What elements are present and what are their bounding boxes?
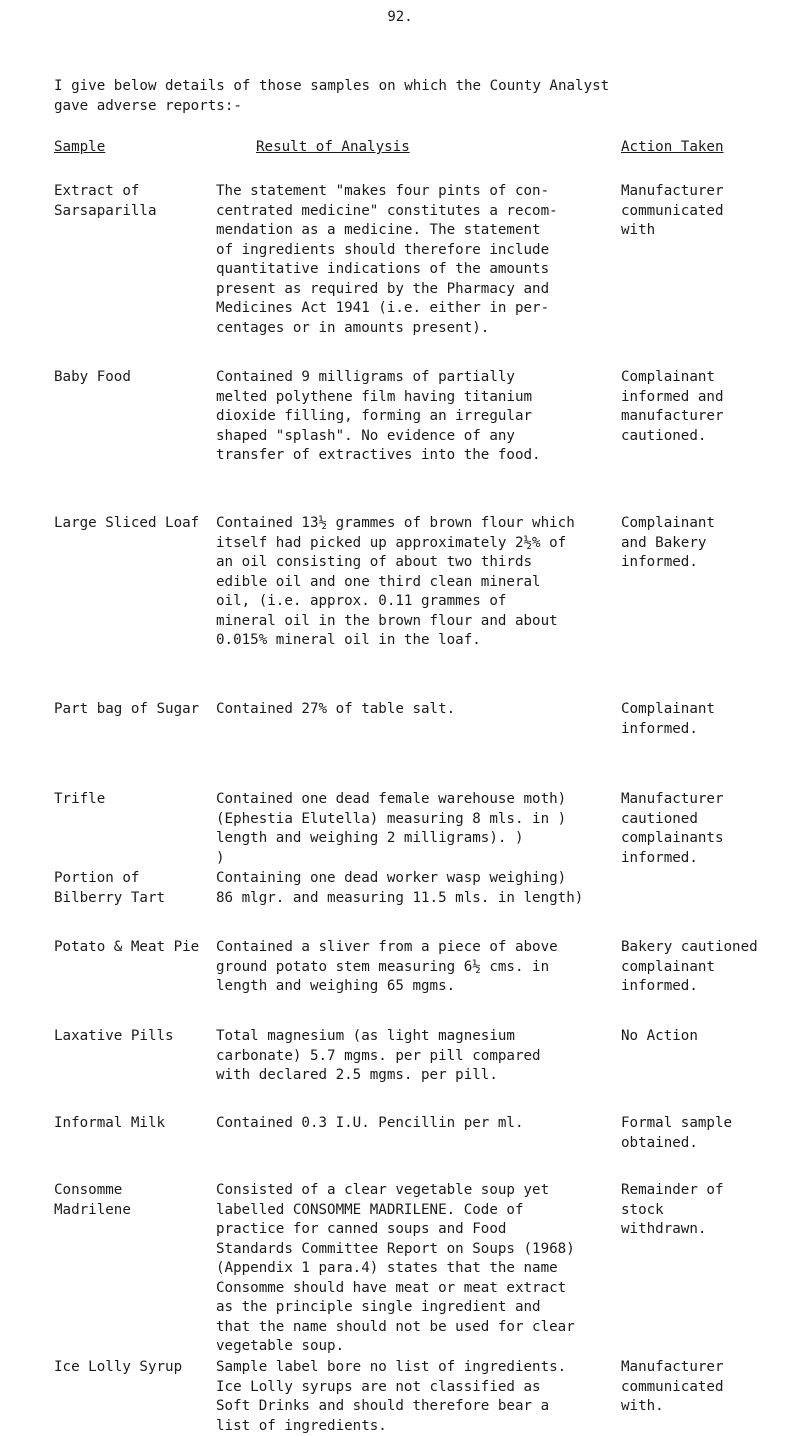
column-header-result: Result of Analysis <box>256 139 410 155</box>
action-taken: Complainant and Bakery informed. <box>621 515 715 570</box>
intro-paragraph: I give below details of those samples on which the County Analyst gave adverse reports:- <box>54 78 610 114</box>
analysis-result: Contained 27% of table salt. <box>216 701 456 717</box>
sample-name: Trifle <box>54 791 106 807</box>
analysis-result: Consisted of a clear vegetable soup yet labelled CONSOMME MADRILENE. Code of practice for canned soups and Food Standards Committee Report on Soups (1968) (Appendix 1 para.4) states that the name Consomme should have meat or meat extract as the principle single ingredient and that the name should not be used for clear vegetable soup. <box>216 1182 575 1354</box>
sample-name: Laxative Pills <box>54 1028 174 1044</box>
sample-name: Baby Food <box>54 369 131 385</box>
analysis-result: Sample label bore no list of ingredients. Ice Lolly syrups are not classified as Soft Drinks and should therefore bear a list of ingredients. <box>216 1359 567 1434</box>
sample-name: Portion of Bilberry Tart <box>54 870 166 906</box>
column-header-action: Action Taken <box>621 139 724 155</box>
analysis-result: Contained a sliver from a piece of above ground potato stem measuring 6½ cms. in length and weighing 65 mgms. <box>216 939 558 994</box>
analysis-result: Containing one dead worker wasp weighing) 86 mlgr. and measuring 11.5 mls. in length) <box>216 870 584 906</box>
page-number: 92. <box>387 9 413 25</box>
analysis-result: Contained one dead female warehouse moth) (Ephestia Elutella) measuring 8 mls. in ) length and weighing 2 milligrams). ) ) <box>216 791 567 866</box>
sample-name: Part bag of Sugar <box>54 701 200 717</box>
analysis-result: Contained 9 milligrams of partially melted polythene film having titanium dioxide filling, forming an irregular shaped "splash". No evidence of any transfer of extractives into the food. <box>216 369 541 463</box>
action-taken: Formal sample obtained. <box>621 1115 733 1151</box>
action-taken: Complainant informed. <box>621 701 715 737</box>
sample-name: Potato & Meat Pie <box>54 939 200 955</box>
action-taken: Complainant informed and manufacturer cautioned. <box>621 369 724 444</box>
sample-name: Informal Milk <box>54 1115 166 1131</box>
analysis-result: Contained 13½ grammes of brown flour which itself had picked up approximately 2½% of an oil consisting of about two thirds edible oil and one third clean mineral oil, (i.e. approx. 0.11 grammes of mineral oil in the brown flour and about 0.015% mineral oil in the loaf. <box>216 515 575 648</box>
action-taken: Bakery cautioned complainant informed. <box>621 939 758 994</box>
analysis-result: Contained 0.3 I.U. Pencillin per ml. <box>216 1115 524 1131</box>
action-taken: No Action <box>621 1028 698 1044</box>
action-taken: Manufacturer communicated with <box>621 183 724 238</box>
action-taken: Manufacturer cautioned complainants informed. <box>621 791 724 866</box>
analysis-result: The statement "makes four pints of con- centrated medicine" constitutes a recom- mendation as a medicine. The statement of ingredients should therefore include quantitative indications of the amounts present as required by the Pharmacy and Medicines Act 1941 (i.e. either in per- centages or in amounts present). <box>216 183 558 336</box>
sample-name: Large Sliced Loaf <box>54 515 200 531</box>
column-header-sample: Sample <box>54 139 106 155</box>
sample-name: Consomme Madrilene <box>54 1182 131 1218</box>
analysis-result: Total magnesium (as light magnesium carbonate) 5.7 mgms. per pill compared with declared 2.5 mgms. per pill. <box>216 1028 541 1083</box>
action-taken: Manufacturer communicated with. <box>621 1359 724 1414</box>
sample-name: Ice Lolly Syrup <box>54 1359 183 1375</box>
sample-name: Extract of Sarsaparilla <box>54 183 157 219</box>
action-taken: Remainder of stock withdrawn. <box>621 1182 724 1237</box>
